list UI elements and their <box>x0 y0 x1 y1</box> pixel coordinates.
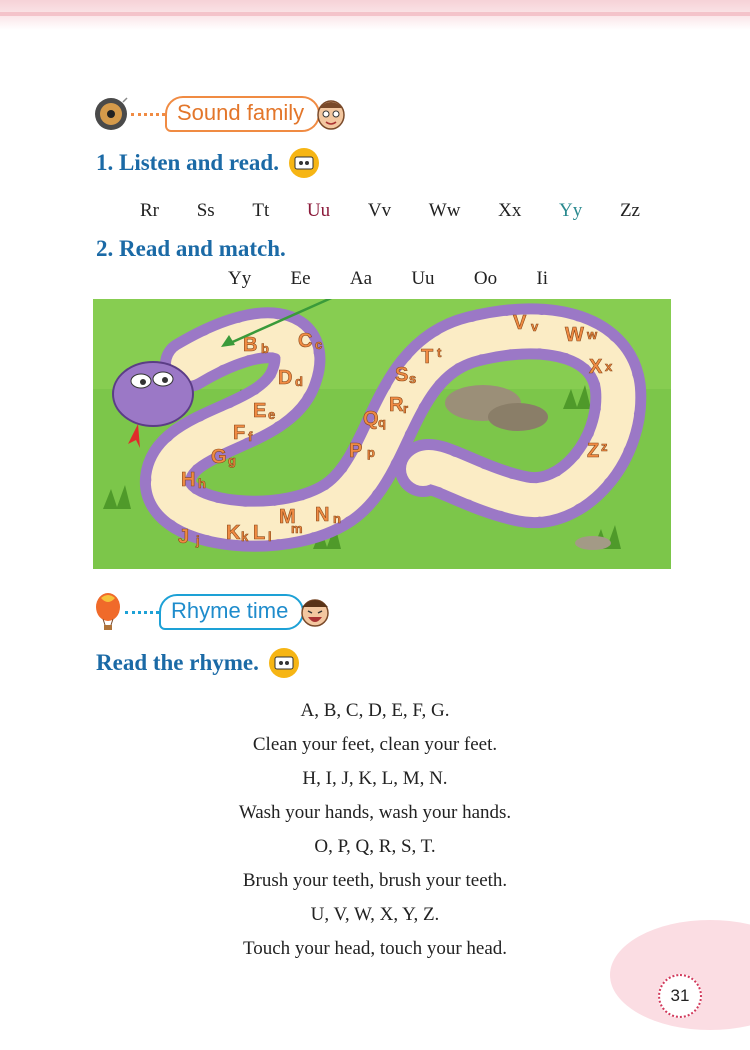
tile-letter-f: f <box>248 429 253 444</box>
dotted-connector <box>131 113 165 116</box>
letter-row <box>140 200 640 222</box>
letter-item: Zz <box>619 200 640 221</box>
letter-item: Xx <box>498 200 522 221</box>
tile-letter-G: G <box>211 446 227 468</box>
tile-letter-J: J <box>178 526 190 548</box>
tile-letter-p: p <box>367 445 375 460</box>
rhyme-line: A, B, C, D, E, F, G. <box>300 700 450 721</box>
tile-letter-V: V <box>513 312 527 334</box>
match-option[interactable]: Uu <box>411 268 435 289</box>
tile-letter-R: R <box>389 394 404 416</box>
boy-face-icon <box>314 96 348 132</box>
letter-item: Yy <box>559 200 583 221</box>
tile-letter-Z: Z <box>587 440 600 462</box>
rhyme-line: H, I, J, K, L, M, N. <box>302 768 448 789</box>
cassette-icon[interactable] <box>269 648 299 678</box>
letter-item: Tt <box>252 200 270 221</box>
tile-letter-l: l <box>268 529 272 544</box>
tile-letter-x: x <box>605 359 613 374</box>
sound-family-title: Sound family <box>165 96 320 132</box>
tile-letter-B: B <box>243 334 258 356</box>
cd-icon <box>93 96 129 132</box>
tile-letter-K: K <box>226 522 241 544</box>
tile-letter-g: g <box>228 453 236 468</box>
read-match-heading <box>96 236 286 262</box>
letter-item: Ss <box>196 200 215 221</box>
match-option[interactable]: Aa <box>349 268 373 289</box>
tile-letter-F: F <box>233 422 246 444</box>
tile-letter-j: j <box>196 533 200 548</box>
match-option[interactable]: Oo <box>473 268 498 289</box>
listen-read-heading <box>96 148 319 178</box>
tile-letter-e: e <box>268 407 276 422</box>
tile-letter-m: m <box>291 521 303 536</box>
rhyme-text <box>0 694 750 966</box>
tile-letter-W: W <box>565 324 584 346</box>
rhyme-line: O, P, Q, R, S, T. <box>314 836 436 857</box>
tile-letter-C: C <box>298 330 313 352</box>
tile-letter-X: X <box>589 356 603 378</box>
top-decor-band <box>0 0 750 30</box>
tile-letter-s: s <box>409 371 417 386</box>
tile-letter-T: T <box>421 346 434 368</box>
letter-item: Ww <box>428 200 461 221</box>
rhyme-time-header <box>93 592 332 632</box>
read-rhyme-heading <box>96 648 299 678</box>
balloon-icon <box>93 592 123 632</box>
cassette-icon[interactable] <box>289 148 319 178</box>
tile-letter-c: c <box>315 337 323 352</box>
tile-letter-t: t <box>437 345 442 360</box>
tile-letter-H: H <box>181 469 196 491</box>
rhyme-line: Wash your hands, wash your hands. <box>238 802 512 823</box>
page-number: 31 <box>658 974 702 1018</box>
rhyme-line: U, V, W, X, Y, Z. <box>310 904 440 925</box>
letter-item: Vv <box>367 200 392 221</box>
read-match-text: 2. Read and match. <box>96 236 286 261</box>
tile-letter-b: b <box>261 341 269 356</box>
tile-letter-L: L <box>253 522 266 544</box>
tile-letter-h: h <box>198 476 206 491</box>
rhyme-line: Touch your head, touch your head. <box>242 938 508 959</box>
match-options <box>228 268 548 290</box>
match-option[interactable]: Yy <box>228 268 252 289</box>
rhyme-line: Brush your teeth, brush your teeth. <box>242 870 508 891</box>
match-option[interactable]: Ee <box>290 268 311 289</box>
tile-letter-M: M <box>279 506 296 528</box>
letter-item: Rr <box>140 200 159 221</box>
tile-letter-S: S <box>395 364 409 386</box>
match-option[interactable]: Ii <box>536 268 548 289</box>
tile-letter-v: v <box>531 319 539 334</box>
read-rhyme-text: Read the rhyme. <box>96 650 259 675</box>
sound-family-header <box>93 96 348 132</box>
tile-letter-q: q <box>378 415 386 430</box>
listen-read-text: 1. Listen and read. <box>96 150 279 175</box>
rhyme-time-title: Rhyme time <box>159 594 304 630</box>
tile-letter-E: E <box>253 400 267 422</box>
tile-letter-n: n <box>333 511 341 526</box>
rhyme-line: Clean your feet, clean your feet. <box>252 734 498 755</box>
tile-letter-k: k <box>241 529 249 544</box>
tile-letter-N: N <box>315 504 330 526</box>
tile-letter-r: r <box>403 401 409 416</box>
dotted-connector <box>125 611 159 614</box>
letter-item: Uu <box>306 200 331 221</box>
tile-letter-w: w <box>587 327 598 342</box>
tile-letter-d: d <box>295 374 303 389</box>
tile-letter-Q: Q <box>363 408 379 430</box>
boy-laughing-icon <box>298 595 332 629</box>
tile-letter-z: z <box>601 439 608 454</box>
tile-letter-P: P <box>349 440 363 462</box>
snake-illustration <box>93 299 671 569</box>
tile-letter-D: D <box>278 367 293 389</box>
